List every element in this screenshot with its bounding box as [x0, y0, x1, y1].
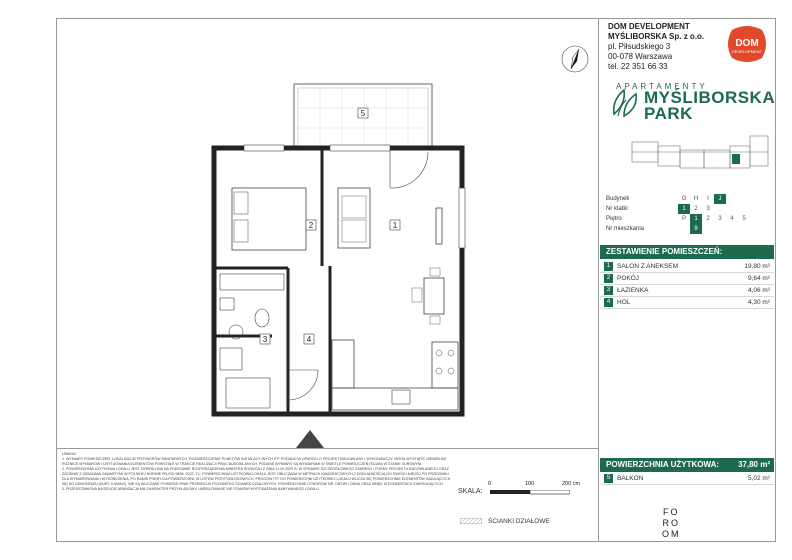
entrance-marker: [296, 430, 324, 448]
label-room-3: 3: [262, 335, 268, 344]
company-phone: tel. 22 351 66 33: [608, 62, 668, 71]
note-3: 3. PRZEDSTAWIONA NA RZUCIE ARANŻACJA MA CHARAKTER PRZYKŁADOWY, UMEBLOWANIE NIE STANOWI WYPOSAŻENIA NABYWANEGO LOKALU.: [62, 487, 320, 491]
row-building: Budynek G H I J: [604, 194, 750, 204]
usable-area-value: 37,80 m²: [737, 460, 770, 469]
kitchen-counter: [332, 388, 458, 410]
list-item: 1 SALON Z ANEKSEM 19,80 m²: [600, 261, 774, 273]
floor-plan: [180, 70, 480, 450]
partition-walls-swatch: [460, 518, 482, 524]
label-room-1: 1: [392, 221, 398, 230]
notes-heading: UWAGA:: [62, 452, 77, 456]
row-floor: Piętro P 1 2 3 4 5: [606, 216, 746, 222]
building-keyplan: [628, 128, 772, 186]
company-street: pl. Piłsudskiego 3: [608, 42, 671, 51]
logo-dom-text: DOM: [735, 38, 759, 49]
company-info: [608, 22, 704, 72]
balcony-row: [600, 473, 774, 485]
brand-title-line1: MYŚLIBORSKA: [644, 88, 776, 107]
scale-tick-200: 200 cm: [562, 481, 581, 487]
list-item: 2 POKÓJ 9,64 m²: [600, 273, 774, 285]
scale-tick-0: 0: [488, 481, 492, 487]
note-2: 2. POWIERZCHNIA UŻYTKOWA LOKALU JEST OKREŚLONA NA PODSTAWIE ROZPORZĄDZENIA MINISTRA ROZWOJU Z DNIA 11.09.2020 R. W SPRAWIE SZCZEGÓŁOWEGO ZAKRESU I FORMY PROJEKTU BUDOWLANEGO ORAZ ZGODNIE Z ZASADAMI ZAWARTYMI W POLSKIEJ NORMIE PN-ISO 9836: 2022. TJ.: POWIERZCHNIA UŻYTKOWA LOKALU JEST OBLICZANA W METRACH KWADRATOWYCH Z DOKŁADNOŚCIĄ DO DWÓCH MIEJSC PO PRZECINKU DLA WYMIAROWANIA I WYKOŃCZENIA, PO RAMIE POKRYCIA POWIERZCHNI, W LISTEW PRZYPODŁOGOWYCH, PROGÓW ITP. DO POWIERZCHNI UŻYTKOWEJ LOKALU WLICZA SIĘ POWIERZCHNIE ELEMENTÓW NADAJĄCYCH SIĘ DO DEMONTAŻU (KURT, KAMINY), NIE SĄ WLICZANE POWIERZCHNIE PRZEKROJU POZIOMEGO ŚCIANEK DZIAŁOWYCH, POWIERZCHNIE OTWORÓW NR. DRZWI I OKNA ORAZ WNĘK W ELEMENTACH ZAMYKAJĄCYCH.: [62, 467, 451, 486]
row-apartment: Nr mieszkania 9: [604, 224, 750, 234]
apartment-selection-table: [604, 194, 750, 234]
partition-walls-label: ŚCIANKI DZIAŁOWE: [488, 518, 550, 525]
list-item: 3 ŁAZIENKA 4,06 m²: [600, 285, 774, 297]
list-item: 4 HOL 4,30 m²: [600, 297, 774, 309]
notes-block: [62, 452, 452, 492]
bathtub: [226, 378, 270, 408]
label-room-5: 5: [360, 109, 366, 118]
row-staircase: Nr klatki 1 2 3: [606, 206, 710, 212]
company-name: DOM DEVELOPMENT: [608, 22, 690, 31]
list-item: 5 BALKON 5,02 m²: [600, 473, 774, 485]
compass-icon: [560, 44, 590, 74]
rooms-list: [600, 261, 774, 309]
wardrobe: [220, 274, 284, 290]
sheet-divider: [598, 18, 599, 542]
keyplan-highlight: [732, 154, 740, 164]
toilet: [255, 309, 269, 327]
dining-table: [424, 278, 444, 314]
brand-title-line2: PARK: [644, 104, 693, 123]
note-1: 1. WYMIARY POMIESZCZEŃ, LOKALIZACJE PRZYBORÓW SANITARNYCH, ROZMIESZCZENIE PUNKTÓW INSTALACYJNYCH ITP. PODANO W OPARCIU O PROJEKT BUDOWLANY I WYKONAWCZY. MOGĄ WYSTĄPIĆ NIEWIELKIE RÓŻNICE WYMIARÓW I USYTUOWANIA ELEMENTÓW POWSTAŁE W TRAKCIE REALIZACJI PRAC BUDOWLANYCH. PODANE WYMIARY SĄ WYMIARAMI W ŚWIETLE POMIESZCZEŃ (ŚCIAN) W STANIE SUROWYM.: [62, 457, 447, 466]
logo-development-text: DEVELOPMENT: [731, 49, 763, 54]
company-entity: MYŚLIBORSKA Sp. z o.o.: [608, 32, 705, 41]
rooms-section-title: ZESTAWIENIE POMIESZCZEŃ:: [600, 245, 774, 259]
company-city: 00-078 Warszawa: [608, 52, 673, 61]
scale-bar: [490, 490, 570, 496]
usable-area-total: [600, 458, 774, 472]
scale-tick-100: 100: [525, 481, 535, 487]
leaf-logo-icon: [610, 86, 640, 118]
dom-development-logo: [724, 24, 770, 64]
usable-area-label: POWIERZCHNIA UŻYTKOWA:: [606, 460, 720, 469]
bed: [232, 188, 306, 250]
label-room-4: 4: [306, 335, 312, 344]
brand-subtitle: APARTAMENTY: [616, 82, 708, 91]
label-room-2: 2: [308, 221, 314, 230]
forom-logo: FO RO OM: [662, 507, 681, 539]
scale-label: SKALA:: [458, 488, 483, 495]
